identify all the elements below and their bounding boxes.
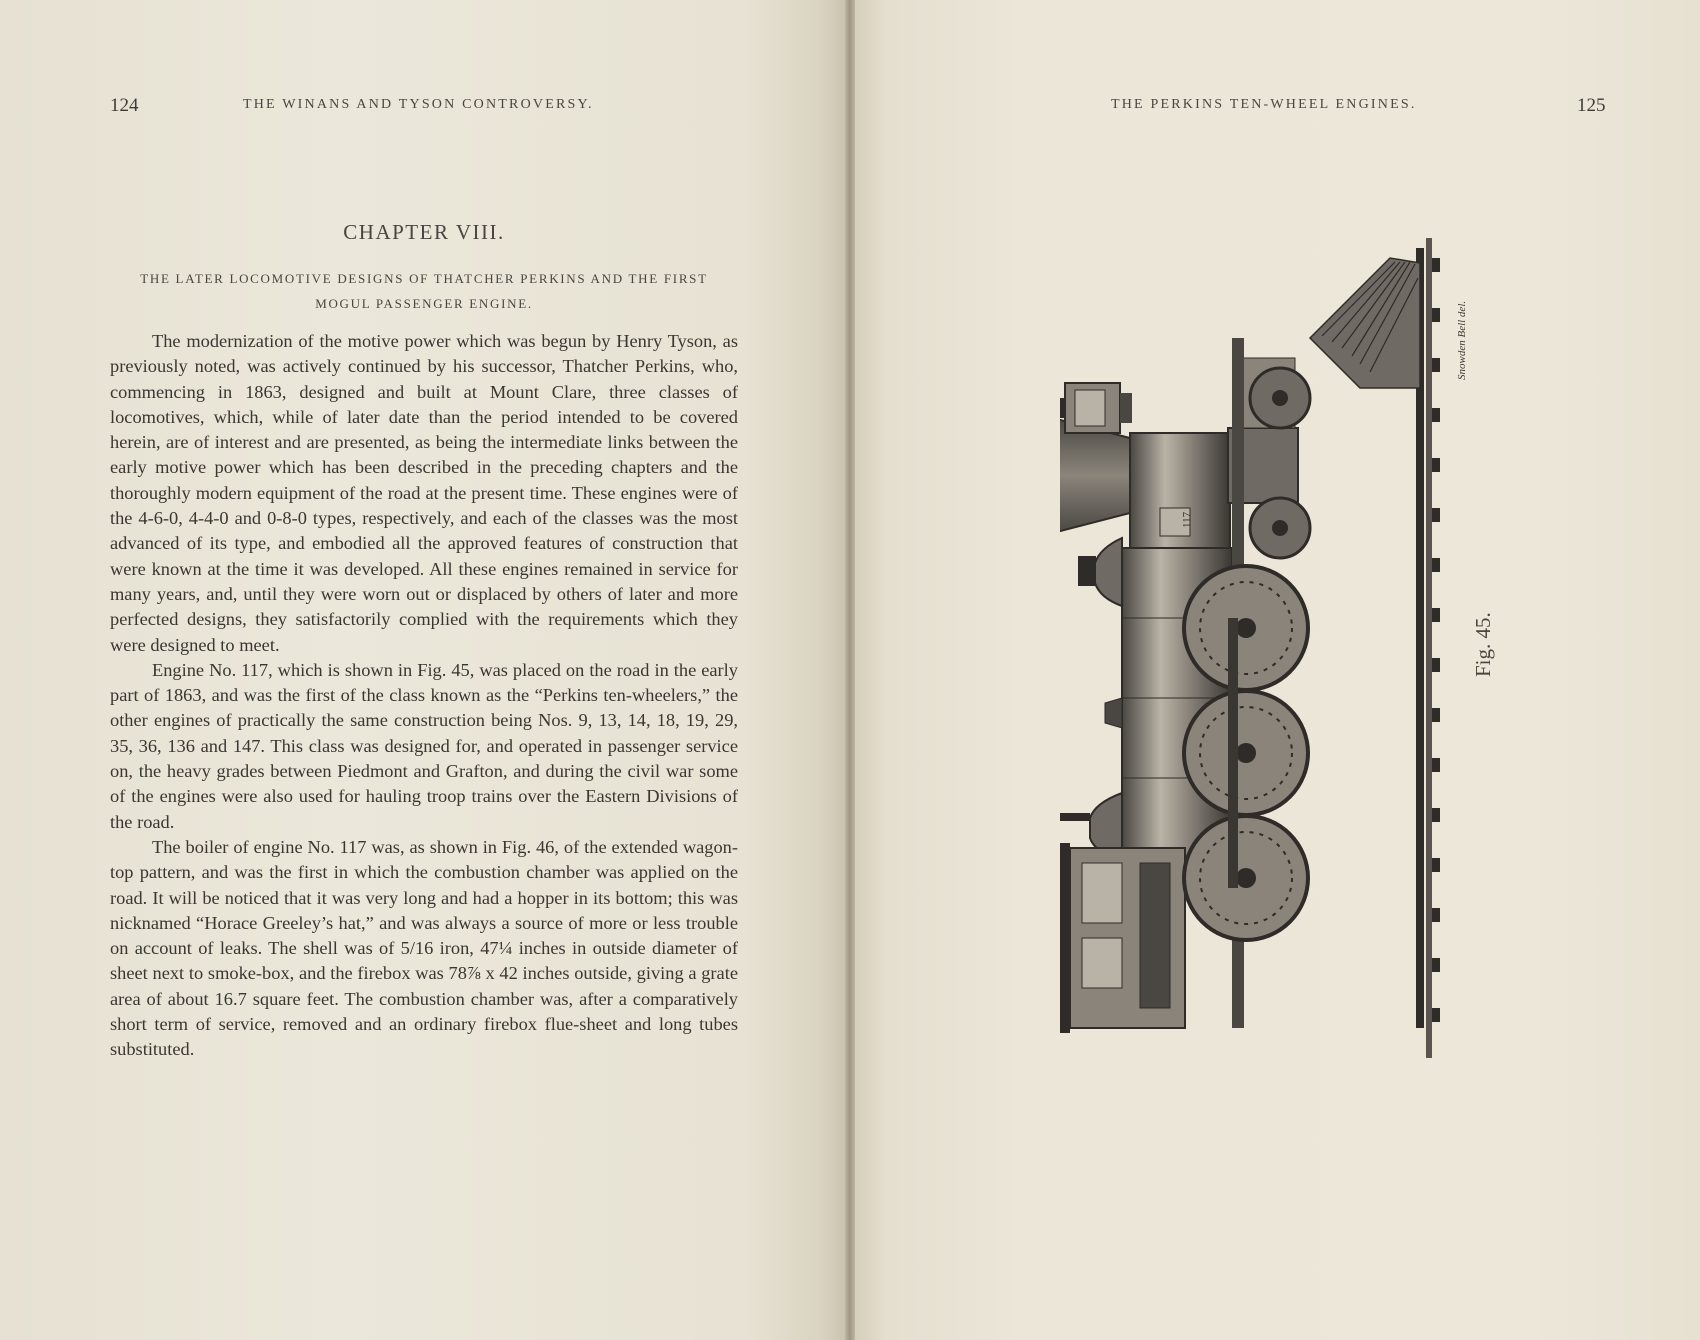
right-running-head: THE PERKINS TEN-WHEEL ENGINES. xyxy=(1111,97,1417,112)
paragraph-1: The modernization of the motive power which was begun by Henry Tyson, as previously noted, was actively continued by his successor, Thatcher Perkins, who, commencing in 1863, designed and built at Mount Clare, three classes of locomotives, which, while of later date than the period intended to be covered herein, are of interest and are presented, as being the intermediate links between the early motive power which has been described in the preceding chapters and the thoroughly modern equipment of the road at the present time. These engines were of the 4-6-0, 4-4-0 and 0-8-0 types, respectively, and each of the classes was the most advanced of its type, and embodied all the approved features of construction that were known at the time it was developed. All these engines remained in service for many years, and, until they were worn out or displaced by others of later and more perfected designs, they satisfactorily complied with the requirements which they were designed to meet. xyxy=(110,331,738,655)
engine-number-plate: 117 xyxy=(1181,511,1193,528)
steam-dome xyxy=(1078,538,1122,606)
side-rod xyxy=(1228,618,1238,888)
artist-credit: Snowden Bell del. xyxy=(1456,300,1468,380)
chapter-subtitle: THE LATER LOCOMOTIVE DESIGNS OF THATCHER PERKINS AND THE FIRST MOGUL PASSENGER ENGINE. xyxy=(140,271,708,311)
right-page-number: 125 xyxy=(1577,95,1606,116)
driving-wheel-2 xyxy=(1184,691,1308,815)
headlight xyxy=(1060,383,1132,433)
figure-caption: Fig. 45. xyxy=(1471,612,1495,677)
paragraph-2: Engine No. 117, which is shown in Fig. 45, was placed on the road in the early part of 1863, and was the first of the class known as the “Perkins ten-wheelers,” the other engines of practically the same construction being Nos. 9, 13, 14, 18, 19, 29, 35, 36, 136 and 147. This class was designed for, and operated in passenger service on, the heavy grades between Piedmont and Grafton, and during the civil war some of the engines were also used for hauling troop trains over the Eastern Divisions of the road. xyxy=(110,659,738,832)
book-gutter xyxy=(845,0,855,1340)
locomotive-illustration xyxy=(1060,238,1490,1126)
leading-wheel-1 xyxy=(1250,368,1310,428)
cowcatcher xyxy=(1310,258,1420,388)
left-running-head: THE WINANS AND TYSON CONTROVERSY. xyxy=(243,97,594,112)
chapter-title: CHAPTER VIII. xyxy=(343,220,505,244)
left-page-number: 124 xyxy=(110,95,139,116)
paragraph-3: The boiler of engine No. 117 was, as shown in Fig. 46, of the extended wagon-top pattern, and was the first in which the combustion chamber was applied on the road. It will be noticed that it was very long and had a hopper in its bottom; this was nicknamed “Horace Greeley’s hat,” and was always a source of more or less trouble on account of leaks. The shell was of 5/16 iron, 47¼ inches in outside diameter of sheet next to smoke-box, and the firebox was 78⅞ x 42 inches outside, giving a grate area of about 16.7 square feet. The combustion chamber was, after a comparatively short term of service, removed and an ordinary firebox flue-sheet and long tubes substituted. xyxy=(110,836,738,1060)
body-text xyxy=(110,329,738,1063)
driving-wheel-1 xyxy=(1184,566,1308,690)
locomotive-figure xyxy=(1060,238,1490,1126)
driving-wheel-3 xyxy=(1184,816,1308,940)
cab xyxy=(1060,843,1185,1033)
leading-wheel-2 xyxy=(1250,498,1310,558)
bell xyxy=(1105,698,1122,728)
